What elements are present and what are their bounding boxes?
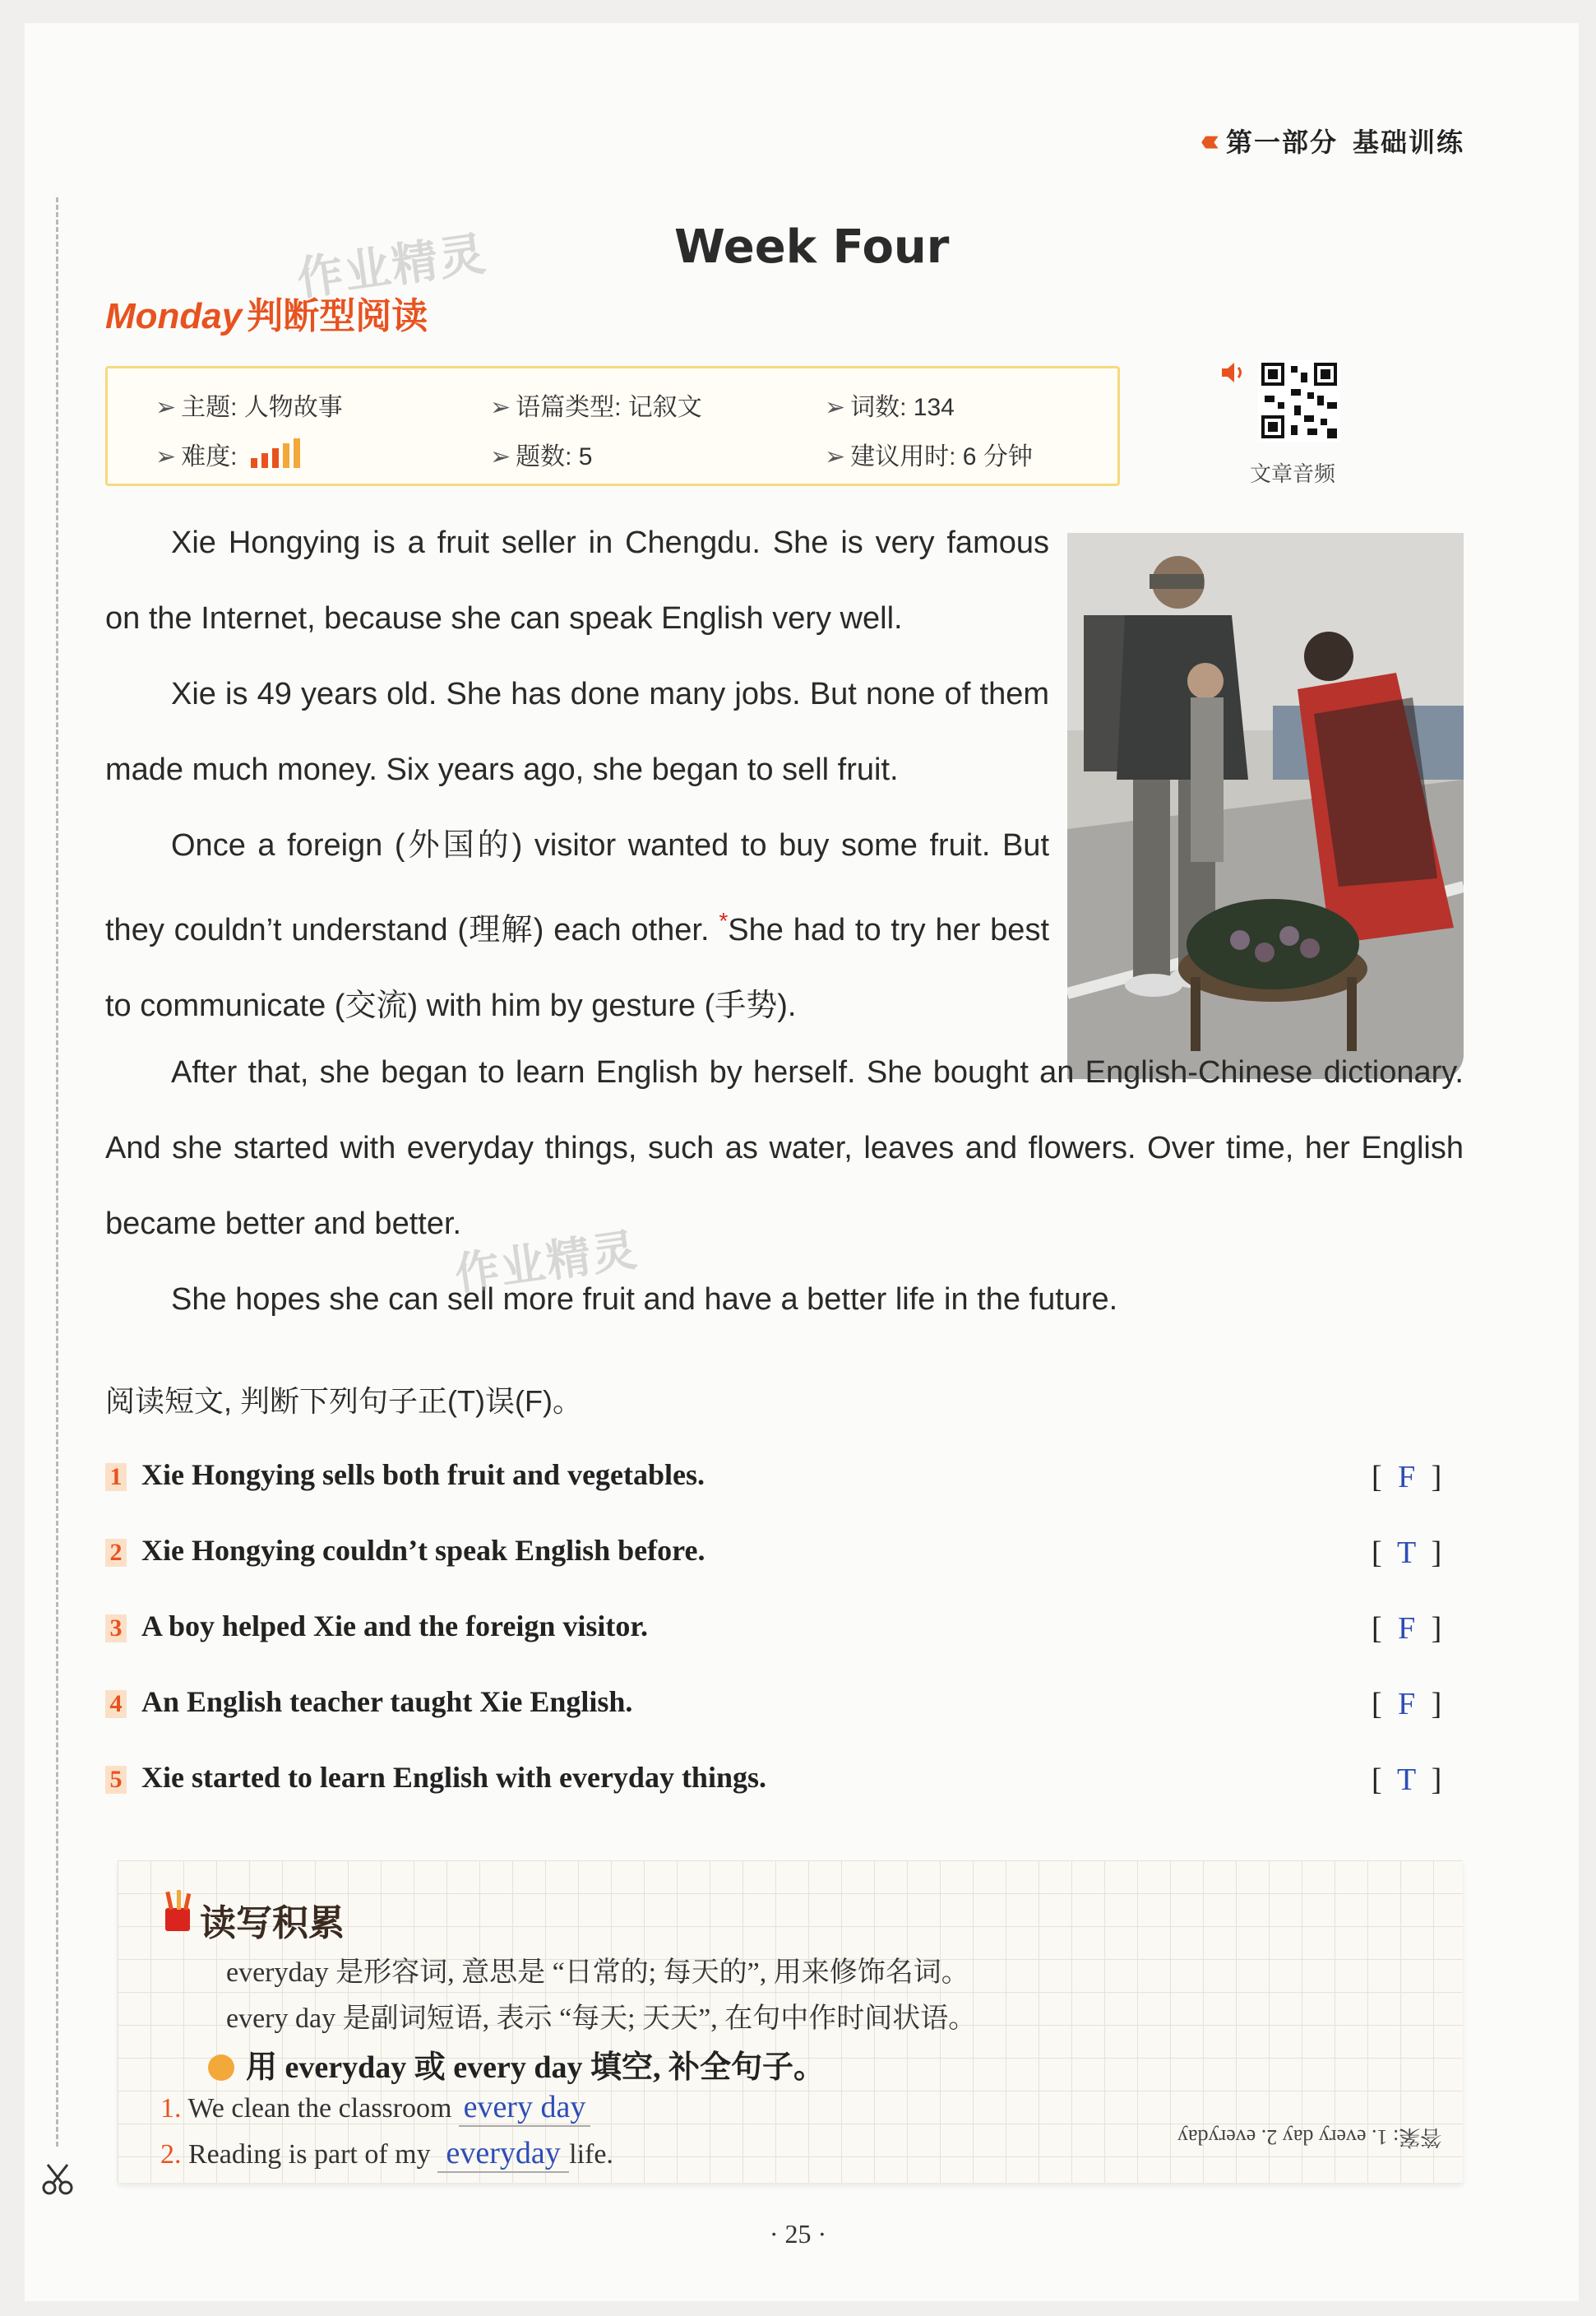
info-topic: ➢ 主题: 人物故事	[155, 394, 343, 421]
answer-value: F	[1398, 1611, 1416, 1646]
question-text: An English teacher taught Xie English.	[141, 1685, 633, 1718]
audio-label: 文章音频	[1250, 461, 1336, 486]
watermark-middle: 作业精灵	[451, 1225, 641, 1300]
difficulty-bar	[261, 453, 268, 468]
pencil-cup-icon	[160, 1890, 197, 1933]
difficulty-bars	[251, 438, 300, 468]
page-number: · 25 ·	[769, 2219, 827, 2249]
qr-code-icon[interactable]	[1258, 359, 1340, 442]
question-number: 1	[105, 1463, 127, 1491]
notes-line-1: everyday 是形容词, 意思是 “日常的; 每天的”, 用来修饰名词。	[226, 1957, 969, 1988]
question-text: Xie Hongying sells both fruit and vegetables.	[141, 1458, 705, 1491]
section-header	[1200, 122, 1464, 160]
star-mark: *	[719, 908, 729, 933]
day-title	[105, 286, 428, 339]
info-difficulty: ➢ 难度:	[155, 436, 300, 472]
question-row	[105, 1760, 766, 1795]
answer-value: F	[1398, 1460, 1416, 1494]
answer-bracket[interactable]: [ F ]	[1372, 1460, 1442, 1494]
answer-bracket[interactable]: [ T ]	[1372, 1762, 1442, 1797]
difficulty-bar	[283, 443, 289, 468]
fill-item-2: 2. Reading is part of my everyday life.	[160, 2135, 613, 2173]
question-number: 5	[105, 1766, 127, 1794]
passage-paragraph-5: She hopes she can sell more fruit and have a better life in the future.	[171, 1282, 1118, 1317]
info-word-count: ➢ 词数: 134	[825, 394, 955, 421]
notes-title: 读写积累	[200, 1903, 345, 1943]
passage-paragraph-3: Once a foreign (外国的) visitor wanted to buy some fruit. But they couldn’t understand (理解) each other. *She had to try her best to communicate (交流) with him by gesture (手势).	[105, 828, 1050, 1023]
cut-line	[56, 197, 58, 2147]
page-title: Week Four	[674, 220, 950, 274]
day-type: 判断型阅读	[247, 296, 428, 336]
chevrons-icon: ‹‹‹‹‹	[1200, 123, 1211, 158]
pencil-icon	[208, 2054, 234, 2081]
answer-value: T	[1397, 1762, 1417, 1797]
question-text: Xie Hongying couldn’t speak English before.	[141, 1534, 705, 1567]
notes-task: 用 everyday 或 every day 填空, 补全句子。	[208, 2041, 825, 2087]
question-text: Xie started to learn English with everyday things.	[141, 1761, 766, 1794]
notes-line-2: every day 是副词短语, 表示 “每天; 天天”, 在句中作时间状语。	[226, 2003, 977, 2034]
fill-blank-2[interactable]: everyday	[437, 2135, 569, 2173]
difficulty-bar	[251, 458, 257, 468]
speaker-icon[interactable]	[1220, 360, 1248, 385]
answer-value: T	[1397, 1536, 1417, 1570]
difficulty-bar	[294, 438, 300, 468]
question-number: 3	[105, 1614, 127, 1642]
question-row	[105, 1533, 705, 1568]
info-time: ➢ 建议用时: 6 分钟	[825, 443, 1033, 470]
answer-value: F	[1398, 1687, 1416, 1721]
question-row	[105, 1457, 705, 1492]
fruit-seller-photo	[1067, 533, 1464, 1079]
info-box	[105, 366, 1120, 486]
info-genre: ➢ 语篇类型: 记叙文	[490, 394, 702, 421]
notes-box	[118, 1860, 1463, 2183]
question-text: A boy helped Xie and the foreign visitor.	[141, 1610, 649, 1642]
question-number: 4	[105, 1690, 127, 1718]
day-name: Monday	[105, 296, 243, 336]
answer-bracket[interactable]: [ F ]	[1372, 1687, 1442, 1721]
question-row	[105, 1684, 632, 1719]
section-label: 第一部分	[1225, 127, 1338, 157]
fill-item-1: 1. We clean the classroom every day	[160, 2089, 590, 2127]
passage-paragraph-4: After that, she began to learn English by herself. She bought an English-Chinese dictionary. And she started with everyday things, such as water, leaves and flowers. Over time, her English became better and better.	[105, 1055, 1464, 1241]
answer-bracket[interactable]: [ T ]	[1372, 1536, 1442, 1570]
watermark-top: 作业精灵	[294, 227, 490, 305]
question-row	[105, 1609, 648, 1643]
section-name: 基础训练	[1352, 127, 1464, 157]
difficulty-bar	[272, 448, 279, 468]
question-number: 2	[105, 1539, 127, 1567]
scissors-icon	[39, 2161, 76, 2198]
answer-key: 答案: 1. every day 2. everyday	[1177, 2125, 1441, 2149]
passage-paragraph-1: Xie Hongying is a fruit seller in Chengdu. She is very famous on the Internet, because she can speak English very well.	[105, 526, 1049, 636]
passage-paragraph-2: Xie is 49 years old. She has done many jobs. But none of them made much money. Six years ago, she began to sell fruit.	[105, 677, 1049, 787]
answer-bracket[interactable]: [ F ]	[1372, 1611, 1442, 1646]
info-question-count: ➢ 题数: 5	[490, 443, 593, 470]
instruction: 阅读短文, 判断下列句子正(T)误(F)。	[105, 1384, 582, 1418]
fill-blank-1[interactable]: every day	[459, 2089, 590, 2127]
